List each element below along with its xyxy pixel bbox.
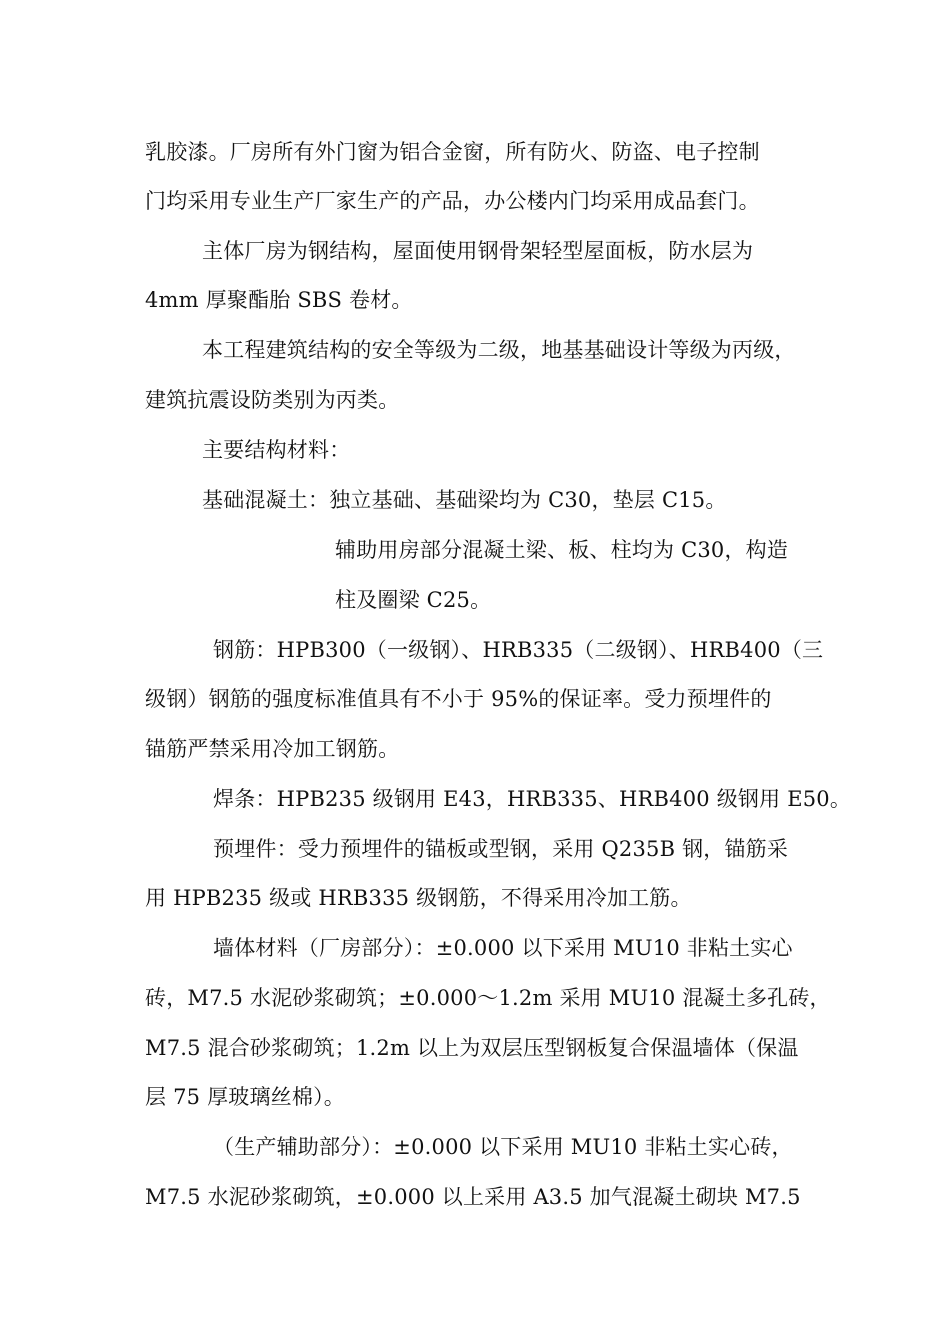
text-line: 锚筋严禁采用冷加工钢筋。 bbox=[145, 737, 400, 761]
text-line: 柱及圈梁 C25。 bbox=[335, 588, 492, 612]
text-line: 4mm 厚聚酯胎 SBS 卷材。 bbox=[145, 288, 413, 312]
text-line: 门均采用专业生产厂家生产的产品，办公楼内门均采用成品套门。 bbox=[145, 189, 760, 213]
text-line: 主体厂房为钢结构，屋面使用钢骨架轻型屋面板，防水层为 bbox=[202, 239, 754, 263]
text-line: 辅助用房部分混凝土梁、板、柱均为 C30，构造 bbox=[335, 538, 789, 562]
text-line: （生产辅助部分）：±0.000 以下采用 MU10 非粘土实心砖， bbox=[213, 1135, 793, 1159]
text-line: M7.5 水泥砂浆砌筑，±0.000 以上采用 A3.5 加气混凝土砌块 M7.5 bbox=[145, 1185, 801, 1209]
text-line: 乳胶漆。厂房所有外门窗为铝合金窗，所有防火、防盗、电子控制 bbox=[145, 140, 760, 164]
text-line: 级钢）钢筋的强度标准值具有不小于 95%的保证率。受力预埋件的 bbox=[145, 687, 772, 711]
text-line: M7.5 混合砂浆砌筑；1.2m 以上为双层压型钢板复合保温墙体（保温 bbox=[145, 1036, 799, 1060]
text-line: 层 75 厚玻璃丝棉）。 bbox=[145, 1085, 345, 1109]
text-line: 主要结构材料： bbox=[202, 438, 351, 462]
text-line: 砖，M7.5 水泥砂浆砌筑；±0.000～1.2m 采用 MU10 混凝土多孔砖， bbox=[145, 986, 831, 1010]
text-line: 用 HPB235 级或 HRB335 级钢筋，不得采用冷加工筋。 bbox=[145, 886, 692, 910]
text-line: 焊条：HPB235 级钢用 E43，HRB335、HRB400 级钢用 E50。 bbox=[213, 787, 852, 811]
text-line: 建筑抗震设防类别为丙类。 bbox=[145, 388, 400, 412]
text-line: 墙体材料（厂房部分）：±0.000 以下采用 MU10 非粘土实心 bbox=[213, 936, 793, 960]
text-line: 基础混凝土：独立基础、基础梁均为 C30，垫层 C15。 bbox=[202, 488, 727, 512]
text-line: 预埋件：受力预埋件的锚板或型钢，采用 Q235B 钢，锚筋采 bbox=[213, 837, 789, 861]
text-line: 本工程建筑结构的安全等级为二级，地基基础设计等级为丙级， bbox=[202, 338, 796, 362]
text-line: 钢筋：HPB300（一级钢）、HRB335（二级钢）、HRB400（三 bbox=[213, 638, 824, 662]
